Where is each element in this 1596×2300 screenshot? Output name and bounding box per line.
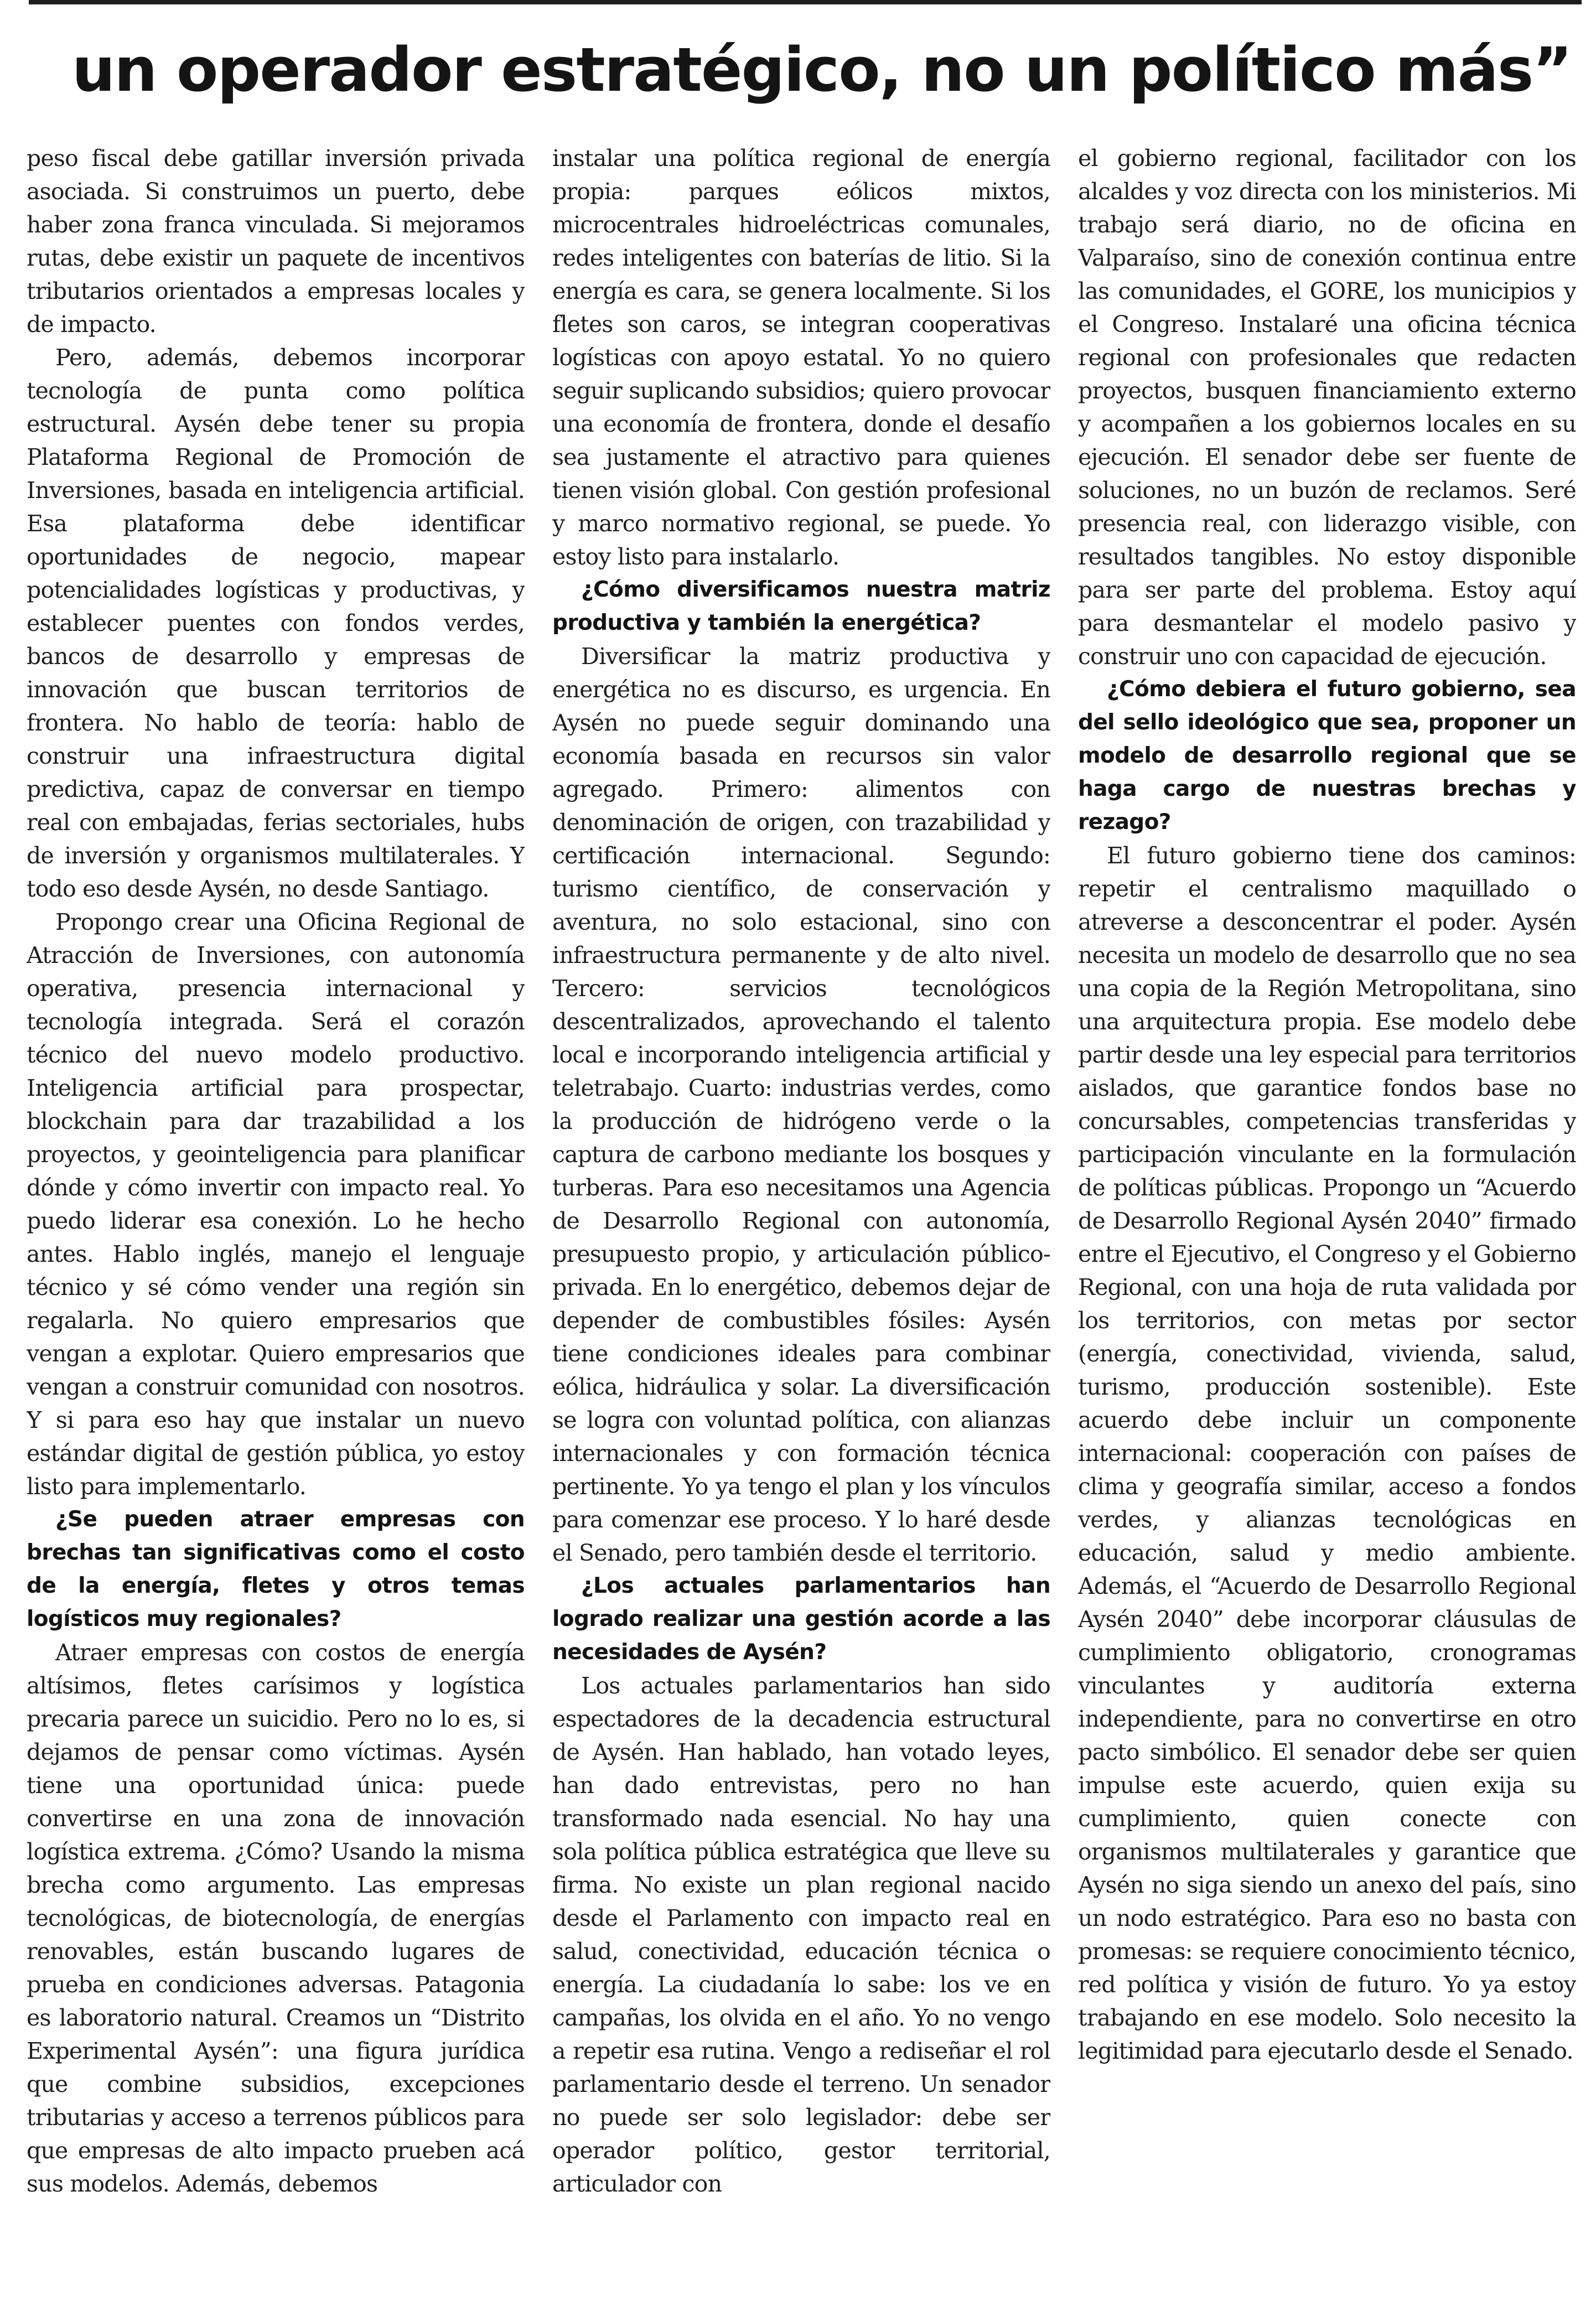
top-rule (29, 0, 1582, 4)
column-1 (27, 142, 525, 2278)
paragraph: Diversificar la matriz productiva y energética no es discurso, es urgencia. En Aysén no puede seguir dominando una economía basada en recursos sin valor agregado. Primero: alimentos con denominación de origen, con trazabilidad y certificación internacional. Segundo: turismo científico, de conservación y aventura, no solo estacional, sino con infraestructura permanente y de alto nivel. Tercero: servicios tecnológicos descentralizados, aprovechando el talento local e incorporando inteligencia artificial y teletrabajo. Cuarto: industrias verdes, como la producción de hidrógeno verde o la captura de carbono mediante los bosques y turberas. Para eso necesitamos una Agencia de Desarrollo Regional con autonomía, presupuesto propio, y articulación público-privada. En lo energético, debemos dejar de depender de combustibles fósiles: Aysén tiene condiciones ideales para combinar eólica, hidráulica y solar. La diversificación se logra con voluntad política, con alianzas internacionales y con formación técnica pertinente. Yo ya tengo el plan y los vínculos para comenzar ese proceso. Y lo haré desde el Senado, pero también desde el territorio. (552, 643, 1050, 1566)
question-heading: ¿Se pueden atraer empresas con brechas tan significativas como el costo de la energía, fletes y otros temas logísticos muy regionales? (27, 1507, 525, 1631)
question-heading: ¿Cómo diversificamos nuestra matriz productiva y también la energética? (552, 577, 1050, 635)
question-heading: ¿Los actuales parlamentarios han logrado realizar una gestión acorde a las necesidades de Aysén? (552, 1573, 1050, 1665)
article-body (27, 142, 1576, 2278)
paragraph: peso fiscal debe gatillar inversión privada asociada. Si construimos un puerto, debe haber zona franca vinculada. Si mejoramos rutas, debe existir un paquete de incentivos tributarios orientados a empresas locales y de impacto. (27, 145, 525, 338)
column-3 (1078, 142, 1576, 2278)
headline: un operador estratégico, no un político más” (72, 34, 1572, 105)
paragraph: Los actuales parlamentarios han sido espectadores de la decadencia estructural de Aysén. Han hablado, han votado leyes, han dado entrevistas, pero no han transformado nada esencial. No hay una sola política pública estratégica que lleve su firma. No existe un plan regional nacido desde el Parlamento con impacto real en salud, conectividad, educación técnica o energía. La ciudadanía lo sabe: los ve en campañas, los olvida en el año. Yo no vengo a repetir esa rutina. Vengo a rediseñar el rol parlamentario desde el terreno. Un senador no puede ser solo legislador: debe ser operador político, gestor territorial, articulador con (552, 1672, 1050, 2197)
paragraph: Propongo crear una Oficina Regional de Atracción de Inversiones, con autonomía operativa, presencia internacional y tecnología integrada. Será el corazón técnico del nuevo modelo productivo. Inteligencia artificial para prospectar, blockchain para dar trazabilidad a los proyectos, y geointeligencia para planificar dónde y cómo invertir con impacto real. Yo puedo liderar esa conexión. Lo he hecho antes. Hablo inglés, manejo el lenguaje técnico y sé cómo vender una región sin regalarla. No quiero empresarios que vengan a explotar. Quiero empresarios que vengan a construir comunidad con nosotros. Y si para eso hay que instalar un nuevo estándar digital de gestión pública, yo estoy listo para implementarlo. (27, 909, 525, 1500)
question-heading: ¿Cómo debiera el futuro gobierno, sea del sello ideológico que sea, proponer un modelo de desarrollo regional que se haga cargo de nuestras brechas y rezago? (1078, 677, 1576, 835)
column-2 (552, 142, 1050, 2278)
paragraph: el gobierno regional, facilitador con los alcaldes y voz directa con los ministerios. Mi trabajo será diario, no de oficina en Valparaíso, sino de conexión continua entre las comunidades, el GORE, los municipios y el Congreso. Instalaré una oficina técnica regional con profesionales que redacten proyectos, busquen financiamiento externo y acompañen a los gobiernos locales en su ejecución. El senador debe ser fuente de soluciones, no un buzón de reclamos. Seré presencia real, con liderazgo visible, con resultados tangibles. No estoy disponible para ser parte del problema. Estoy aquí para desmantelar el modelo pasivo y construir uno con capacidad de ejecución. (1078, 145, 1576, 670)
paragraph: El futuro gobierno tiene dos caminos: repetir el centralismo maquillado o atreverse a desconcentrar el poder. Aysén necesita un modelo de desarrollo que no sea una copia de la Región Metropolitana, sino una arquitectura propia. Ese modelo debe partir desde una ley especial para territorios aislados, que garantice fondos base no concursables, competencias transferidas y participación vinculante en la formulación de políticas públicas. Propongo un “Acuerdo de Desarrollo Regional Aysén 2040” firmado entre el Ejecutivo, el Congreso y el Gobierno Regional, con una hoja de ruta validada por los territorios, con metas por sector (energía, conectividad, vivienda, salud, turismo, producción sostenible). Este acuerdo debe incluir un componente internacional: cooperación con países de clima y geografía similar, acceso a fondos verdes, y alianzas tecnológicas en educación, salud y medio ambiente. Además, el “Acuerdo de Desarrollo Regional Aysén 2040” debe incorporar cláusulas de cumplimiento obligatorio, cronogramas vinculantes y auditoría externa independiente, para no convertirse en otro pacto simbólico. El senador debe ser quien impulse este acuerdo, quien exija su cumplimiento, quien conecte con organismos multilaterales y garantice que Aysén no siga siendo un anexo del país, sino un nodo estratégico. Para eso no basta con promesas: se requiere conocimiento técnico, red política y visión de futuro. Yo ya estoy trabajando en ese modelo. Solo necesito la legitimidad para ejecutarlo desde el Senado. (1078, 842, 1576, 2064)
paragraph: Pero, además, debemos incorporar tecnología de punta como política estructural. Aysén debe tener su propia Plataforma Regional de Promoción de Inversiones, basada en inteligencia artificial. Esa plataforma debe identificar oportunidades de negocio, mapear potencialidades logísticas y productivas, y establecer puentes con fondos verdes, bancos de desarrollo y empresas de innovación que buscan territorios de frontera. No hablo de teoría: hablo de construir una infraestructura digital predictiva, capaz de conversar en tiempo real con embajadas, ferias sectoriales, hubs de inversión y organismos multilaterales. Y todo eso desde Aysén, no desde Santiago. (27, 344, 525, 902)
paragraph: instalar una política regional de energía propia: parques eólicos mixtos, microcentrales hidroeléctricas comunales, redes inteligentes con baterías de litio. Si la energía es cara, se genera localmente. Si los fletes son caros, se integran cooperativas logísticas con apoyo estatal. Yo no quiero seguir suplicando subsidios; quiero provocar una economía de frontera, donde el desafío sea justamente el atractivo para quienes tienen visión global. Con gestión profesional y marco normativo regional, se puede. Yo estoy listo para instalarlo. (552, 145, 1050, 570)
paragraph: Atraer empresas con costos de energía altísimos, fletes carísimos y logística precaria parece un suicidio. Pero no lo es, si dejamos de pensar como víctimas. Aysén tiene una oportunidad única: puede convertirse en una zona de innovación logística extrema. ¿Cómo? Usando la misma brecha como argumento. Las empresas tecnológicas, de biotecnología, de energías renovables, están buscando lugares de prueba en condiciones adversas. Patagonia es laboratorio natural. Creamos un “Distrito Experimental Aysén”: una figura jurídica que combine subsidios, excepciones tributarias y acceso a terrenos públicos para que empresas de alto impacto prueben acá sus modelos. Además, debemos (27, 1639, 525, 2197)
